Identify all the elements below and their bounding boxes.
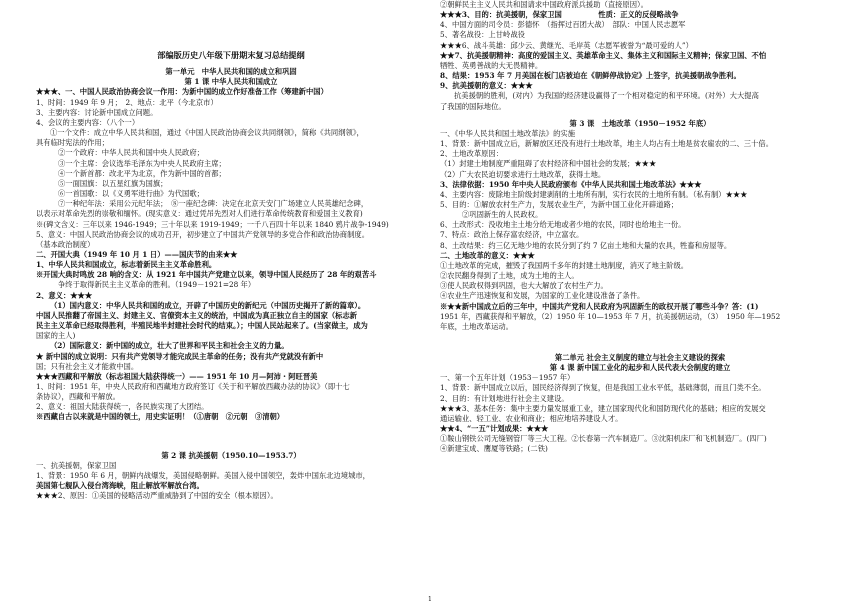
text-line: 牺牲、英勇善战的大无畏精神。 (440, 60, 543, 70)
text-line: 通运输业、轻工业、农业和商业；相应地培养建设人才。 (440, 413, 623, 423)
text-line (440, 112, 840, 119)
text-line: 二、土地改革的意义：★★★ (440, 250, 535, 260)
text-line (440, 332, 840, 346)
text-line: 4、会议的主要内容：（八个一） (36, 117, 140, 127)
text-line: ※开国大典时鸣放 28 响的含义：从 1921 年中国共产党建立以来，领导中国人民经历了 28 年的艰苦斗 (36, 270, 377, 280)
text-line: ①鞍山钢铁公司无缝钢管厂等三大工程。②长春第一汽车制造厂。③沈阳机床厂和飞机制造厂。(四厂) (440, 434, 767, 444)
text-line: 一、第一个五年计划（1953－1957 年） (440, 373, 575, 383)
text-line: 3、主要内容：讨论新中国成立问题。 (36, 107, 158, 117)
text-line: ④新建宝成、鹰厦等铁路；(二铁) (440, 444, 548, 454)
text-line: ⑥一首国歌：以《义勇军进行曲》为代国歌； (58, 189, 204, 199)
text-line: ②一个政府：中华人民共和国中央人民政府； (58, 148, 204, 158)
text-line: 国；只有社会主义才能救中国。 (36, 361, 139, 371)
section-heading: 第 3 课 土地改革（1950－1952 年底） (569, 118, 711, 128)
text-line (36, 423, 426, 437)
text-line: 2、意义：祖国大陆获得统一，各民族实现了大团结。 (36, 402, 209, 412)
text-line: （1）国内意义：中华人民共和国的成立，开辟了中国历史的新纪元（中国历史揭开了新的篇章）。 (50, 300, 366, 310)
text-line: ③一个主席：会议选举毛泽东为中央人民政府主席； (58, 158, 226, 168)
text-line: 4、中国方面的司令员：彭德怀 （指挥过百团大战） 部队：中国人民志愿军 (440, 20, 686, 30)
section-heading: 第二单元 社会主义制度的建立与社会主义建设的探索 (554, 353, 726, 362)
text-line: 二、开国大典（1949 年 10 月 1 日）——国庆节的由来★★ (36, 249, 238, 259)
text-line: 1、时间：1951 年，中央人民政府和西藏地方政府签订《关于和平解放西藏办法的协议》（即十七 (36, 382, 350, 391)
text-line: ⑦一种纪年法：采用公元纪年法； ⑧一座纪念碑：决定在北京天安门广场建立人民英雄纪念碑， (58, 199, 369, 209)
document-title: 部编版历史八年级下册期末复习总结提纲 (157, 50, 305, 60)
section-heading: 第 2 课 抗美援朝（1950.10—1953.7） (161, 450, 301, 460)
text-line: ★ 新中国的成立说明：只有共产党领导才能完成民主革命的任务；没有共产党就没有新中 (36, 351, 324, 361)
text-line: ★★★6、战斗英雄：邱少云、黄继光、毛岸英（志愿军被誉为“最可爱的人”） (440, 40, 693, 50)
text-line: 条协议），西藏和平解放。 (36, 392, 120, 402)
left-column (36, 0, 426, 501)
text-line: 了我国的国际地位。 (440, 101, 506, 111)
text-line: 5、目的：①解放农村生产力，发展农业生产，为新中国工业化开辟道路； (440, 199, 679, 209)
text-line: 1、时间：1949 年 9 月； 2、地点：北平（今北京市） (36, 97, 218, 107)
text-line (440, 346, 840, 353)
text-line: ★★4、“一五”计划成果：★★★ (440, 424, 549, 434)
text-line: 2、意义：★★★ (36, 290, 93, 300)
text-line: 6、土改形式：没收地主土地分给无地或者少地的农民，同时也给地主一份。 (440, 220, 686, 230)
text-line: 中国人民推翻了帝国主义、封建主义、官僚资本主义的统治，中国成为真正独立自主的国家（标志新 (36, 310, 358, 320)
text-line: ②巩固新生的人民政权。 (462, 210, 543, 220)
text-line: 7、特点：政治上保存富农经济，中立富农。 (440, 230, 584, 240)
text-line: ①一个文件：成立中华人民共和国，通过《中国人民政治协商会议共同纲领》，简称《共同纲领》， (50, 128, 364, 138)
text-line: 8、土改结果：约三亿无地少地的农民分到了约 7 亿亩土地和大量的农具，牲畜和房屋等。 (440, 240, 732, 250)
text-line: 1951 年，西藏获得和平解放，（2）1950 年 10—1953 年 7 月，抗美援朝运动，（3） 1950 年—1952 (440, 311, 781, 321)
text-line: 年底，土地改革运动。 (440, 321, 513, 331)
text-line: 争终于取得新民主主义革命的胜利。（1949－1921=28 年） (58, 280, 256, 290)
page-number: 1 (428, 596, 432, 603)
text-line: 1、背景：新中国成立后，新解放区还没有进行土地改革，地主人均占有土地是贫农雇农的二、三十倍。 (440, 139, 773, 149)
text-line: 8、结果：1953 年 7 月美国在板门店被迫在《朝鲜停战协定》上签字，抗美援朝战争胜利。 (440, 71, 741, 81)
text-line: 美国第七舰队入侵台湾海峡，阻止解放军解放台湾。 (36, 481, 204, 491)
text-line: 4、主要内容：废除地主阶级封建剥削的土地所有制，实行农民的土地所有制。（私有制）★★★ (440, 189, 748, 199)
text-line: （1）封建土地制度严重阻碍了农村经济和中国社会的发展；★★★ (440, 159, 657, 169)
text-line: ※★★新中国成立后的三年中，中国共产党和人民政府为巩固新生的政权开展了哪些斗争？答：(1) (440, 301, 759, 311)
text-line: 1、中华人民共和国成立，标志着新民主主义革命胜利。 (36, 260, 217, 270)
text-line: ②朝鲜民主主义人民共和国请求中国政府派兵援助（直接原因）。 (440, 0, 648, 9)
text-line: 2、目的：有计划地进行社会主义建设。 (440, 393, 569, 403)
text-line: ④一个新首都：改北平为北京，作为新中国的首都； (58, 168, 226, 178)
text-line: ★★★2、原因：①美国的侵略活动严重威胁到了中国的安全（根本原因）。 (36, 491, 278, 501)
text-line: ③使人民政权得到巩固，也大大解放了农村生产力。 (440, 281, 608, 291)
text-line: 具有临时宪法的作用； (36, 138, 109, 148)
text-line: （基本政治制度） (36, 239, 95, 249)
text-line: 1、背景：1950 年 6 月，朝鲜内战爆发，美国侵略朝鲜。美国入侵中国领空，轰炸中国东北边境城市， (36, 470, 370, 480)
text-line: 2、土地改革原因： (440, 149, 504, 159)
text-line: ★★★西藏和平解放（标志祖国大陆获得统一）—— 1951 年 10 月—阿沛・阿旺晋美 (36, 371, 318, 381)
text-line: ④农业生产迅速恢复和发展，为国家的工业化建设准备了条件。 (440, 291, 645, 301)
right-column (440, 0, 840, 455)
text-line: ①土地改革的完成，摧毁了我国两千多年的封建土地制度，消灭了地主阶级。 (440, 260, 689, 270)
section-heading: 第 1 课 中华人民共和国成立 (184, 77, 278, 87)
text-line: 1、背景：新中国成立以后，国民经济得到了恢复，但是我国工业水平低，基础薄弱，而且门类不全。 (440, 383, 766, 393)
text-line: 国家的主人) (36, 331, 76, 341)
text-line: 3、法律依据：1950 年中央人民政府颁布《中华人民共和国土地改革法》★★★ (440, 179, 702, 189)
text-line: 民主主义革命已经取得胜利，半殖民地半封建社会时代的结束。）；中国人民站起来了。(当家做主，成为 (36, 321, 368, 331)
text-line: 一、抗美援朝，保家卫国 (36, 460, 117, 470)
text-line: 抗美援朝的胜利，(对内）为我国的经济建设赢得了一个相对稳定的和平环境。(对外）大大提高 (454, 91, 759, 101)
section-heading: 第一单元 中华人民共和国的成立和巩固 (165, 67, 297, 77)
text-line: ⑤一面国旗：以五星红旗为国旗； (58, 178, 168, 188)
text-line: （2）广大农民迫切要求进行土地改革，获得土地。 (440, 169, 606, 179)
text-line: （2）国际意义：新中国的成立，壮大了世界和平民主和社会主义的力量。 (50, 341, 289, 351)
text-line: ★★★、一、中国人民政治协商会议一作用：为新中国的成立作好准备工作（筹建新中国） (36, 87, 328, 97)
text-line: 5、著名战役：上甘岭战役 (440, 30, 525, 40)
section-heading: 第 4 课 新中国工业化的起步和人民代表大会制度的建立 (549, 363, 731, 373)
text-line: ★★7、抗美援朝精神：高度的爱国主义、英雄革命主义、集体主义和国际主义精神；保家卫国、不怕 (440, 50, 767, 60)
text-line: 以表示对革命先烈的崇敬和缅怀。(现实意义：通过凭吊先烈对人们进行革命传统教育和爱国主义教育) (36, 209, 363, 219)
text-line: ②农民翻身得到了土地，成为土地的主人。 (440, 271, 579, 281)
text-line: 9、抗美援朝的意义：★★★ (440, 81, 533, 91)
text-line: ※西藏自古以来就是中国的领土，用史实证明！（①唐朝 ②元朝 ③清朝） (36, 412, 285, 422)
text-line: 一、《中华人民共和国土地改革法》的实施 (440, 128, 575, 138)
text-line: ★★★3、目的：抗美援朝，保家卫国 性质：正义的反侵略战争 (440, 10, 679, 20)
text-line: ★★★3、基本任务：集中主要力量发展重工业，建立国家现代化和国防现代化的基础；相应的发展交 (440, 403, 766, 413)
text-line: ※(碑文含义：三年以来 1946-1949；三十年以来 1919-1949；一千八百四十年以来 1840 鸦片战争-1949) (36, 219, 389, 229)
text-line (36, 437, 426, 451)
text-line (36, 60, 426, 67)
text-line: 5、意义：中国人民政治协商会议的成功召开，初步建立了中国共产党领导的多党合作和政治协商制度。 (36, 229, 369, 239)
